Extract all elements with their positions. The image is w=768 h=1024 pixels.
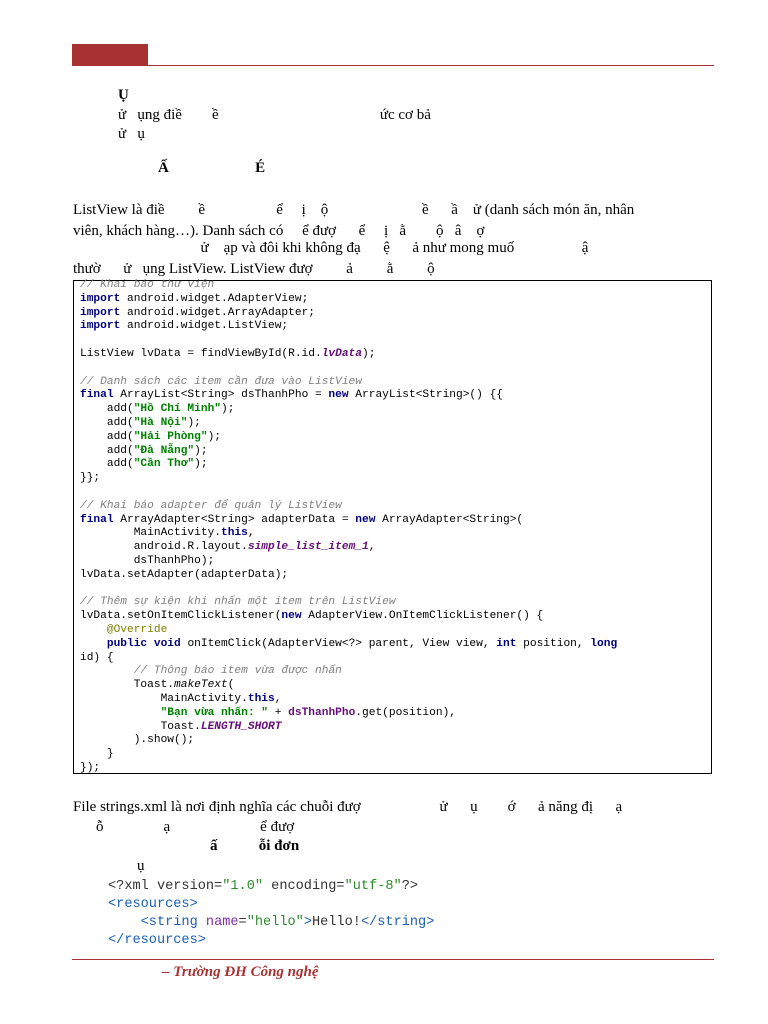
paragraph-line: ụ — [137, 858, 145, 874]
footer-text: – Trường ĐH Công nghệ — [162, 964, 319, 980]
section-heading: Ấ É — [158, 160, 266, 176]
paragraph-line: ListView là điề ề ể ị ộ ề ầ ử (danh sách món ăn, nhân — [73, 202, 635, 218]
java-code: // Khai báo thư viện import android.widget.AdapterView; import android.widget.ArrayAdapter; import android.widget.ListView; ListView lvData = findViewById(R.id.lvData); // Danh sách các item cần đưa vào ListView final ArrayList<String> dsThanhPho = new ArrayList<String>() {{ add("Hồ Chí Minh"); add("Hà Nội"); add("Hải Phòng"); add("Đà Nẵng"); add("Cần Thơ"); }}; // Khai báo adapter để quản lý ListView final ArrayAdapter<String> adapterData = new ArrayAdapter<String>( MainActivity.this, android.R.layout.simple_list_item_1, dsThanhPho); lvData.setAdapter(adapterData); // Thêm sự kiện khi nhấn một item trên ListView lvData.setOnItemClickListener(new AdapterView.OnItemClickListener() { @Override public void onItemClick(AdapterView<?> parent, View view, int position, long id) { // Thông báo item vừa được nhấn Toast.makeText( MainActivity.this, "Bạn vừa nhấn: " + dsThanhPho.get(position), Toast.LENGTH_SHORT ).show(); } }); — [80, 279, 618, 774]
paragraph-line: ỗ ạ ể đượ — [96, 819, 295, 835]
paragraph-line: File strings.xml là nơi định nghĩa các chuỗi đượ ử ụ ớ ả năng đị ạ — [73, 799, 623, 815]
xml-code: <?xml version="1.0" encoding="utf-8"?> <resources> <string name="hello">Hello!</string> </resources> — [108, 879, 435, 948]
text-line: ử ụ — [118, 126, 145, 142]
footer-rule — [72, 959, 714, 960]
header-rule — [72, 65, 714, 66]
text-line: Ụ — [118, 87, 129, 103]
paragraph-line: ấ ỗi đơn — [210, 838, 300, 854]
header-accent-tab — [72, 44, 148, 66]
paragraph-line: thườ ử ụng ListView. ListView đượ ả ằ ộ — [73, 261, 435, 277]
text-line: ử ụng điề ề ức cơ bả — [118, 107, 431, 123]
code-block — [73, 280, 712, 774]
paragraph-line: ử ạp và đôi khi không đạ ệ ả như mong muố ậ — [73, 240, 589, 256]
paragraph-line: viên, khách hàng…). Danh sách có ể đượ ể ị ằ ộ â ợ — [73, 223, 485, 239]
